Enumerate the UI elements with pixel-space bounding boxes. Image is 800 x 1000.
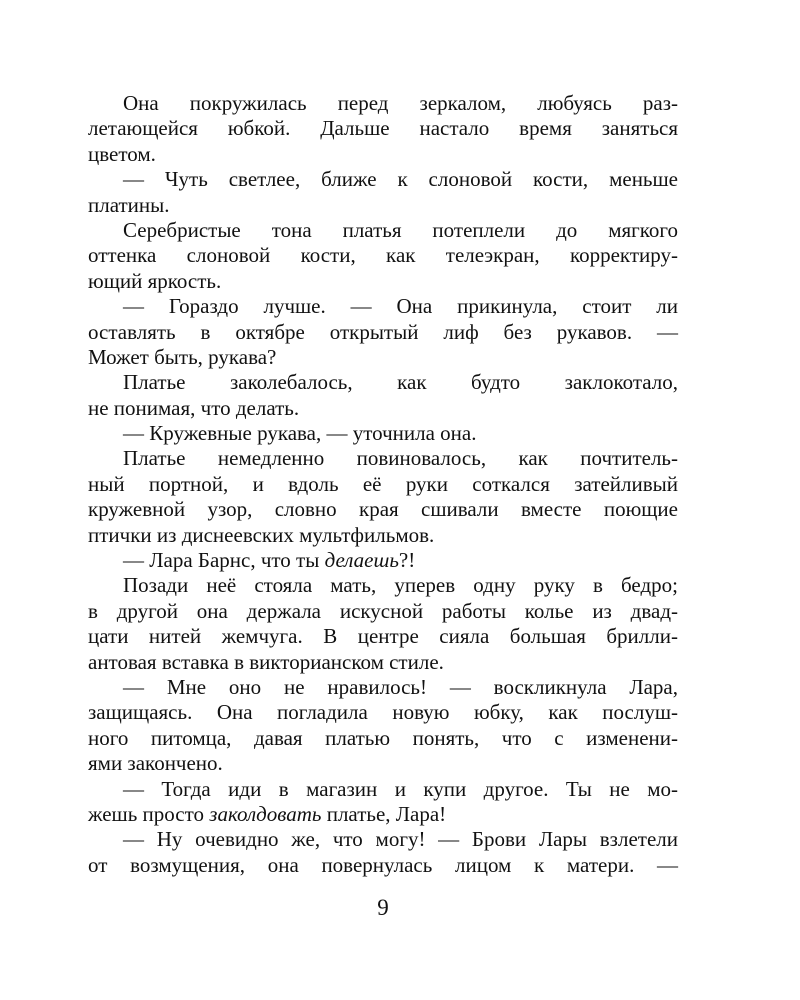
- text-line: ного питомца, давая платью понять, что с изменени-: [88, 725, 678, 750]
- text-line: птички из диснеевских мультфильмов.: [88, 522, 435, 547]
- text-line: [88, 548, 678, 573]
- text-segment: — Лара Барнс, что ты: [123, 548, 325, 573]
- text-line: [88, 802, 678, 827]
- text-line: антовая вставка в викторианском стиле.: [88, 649, 444, 674]
- text-line: цветом.: [88, 141, 156, 166]
- italic-text: заколдовать: [209, 801, 322, 826]
- text-line: Она покружилась перед зеркалом, любуясь раз-: [123, 91, 678, 115]
- text-line: не понимая, что делать.: [88, 395, 300, 420]
- text-line: — Тогда иди в магазин и купи другое. Ты не мо-: [123, 776, 678, 801]
- text-line: — Ну очевидно же, что могу! — Брови Лары взлетели: [123, 827, 678, 852]
- text-line: ями закончено.: [88, 751, 223, 776]
- italic-text: делаешь: [324, 548, 399, 573]
- text-line: летающейся юбкой. Дальше настало время заняться: [88, 116, 678, 141]
- text-line: Платье заколебалось, как будто заклокотало,: [123, 370, 678, 395]
- text-line: от возмущения, она повернулась лицом к матери. —: [88, 852, 678, 877]
- text-line: — Чуть светлее, ближе к слоновой кости, меньше: [123, 167, 678, 192]
- text-line: — Мне оно не нравилось! — воскликнула Лара,: [123, 674, 678, 699]
- text-line: в другой она держала искусной работы колье из двад-: [88, 598, 678, 623]
- text-line: Серебристые тона платья потеплели до мягкого: [123, 217, 678, 242]
- page-number: 9: [377, 895, 389, 920]
- text-line: Платье немедленно повиновалось, как почтитель-: [123, 446, 678, 471]
- text-line: платины.: [88, 192, 170, 217]
- text-line: оттенка слоновой кости, как телеэкран, корректиру-: [88, 243, 678, 268]
- text-line: цати нитей жемчуга. В центре сияла большая брилли-: [88, 624, 678, 649]
- text-line: оставлять в октябре открытый лиф без рукавов. —: [88, 319, 678, 344]
- text-line: ный портной, и вдоль её руки соткался затейливый: [88, 471, 678, 496]
- text-segment: платье, Лара!: [321, 801, 447, 826]
- page-text: [88, 91, 678, 878]
- text-line: ющий яркость.: [88, 268, 222, 293]
- text-line: защищаясь. Она погладила новую юбку, как послуш-: [88, 700, 678, 725]
- text-segment: жешь просто: [88, 801, 210, 826]
- text-line: — Гораздо лучше. — Она прикинула, стоит ли: [123, 294, 678, 319]
- text-segment: ?!: [398, 548, 416, 573]
- text-line: Может быть, рукава?: [88, 344, 277, 369]
- text-line: — Кружевные рукава, — уточнила она.: [123, 421, 477, 446]
- text-line: кружевной узор, словно края сшивали вместе поющие: [88, 497, 678, 522]
- text-line: Позади неё стояла мать, уперев одну руку в бедро;: [123, 573, 678, 598]
